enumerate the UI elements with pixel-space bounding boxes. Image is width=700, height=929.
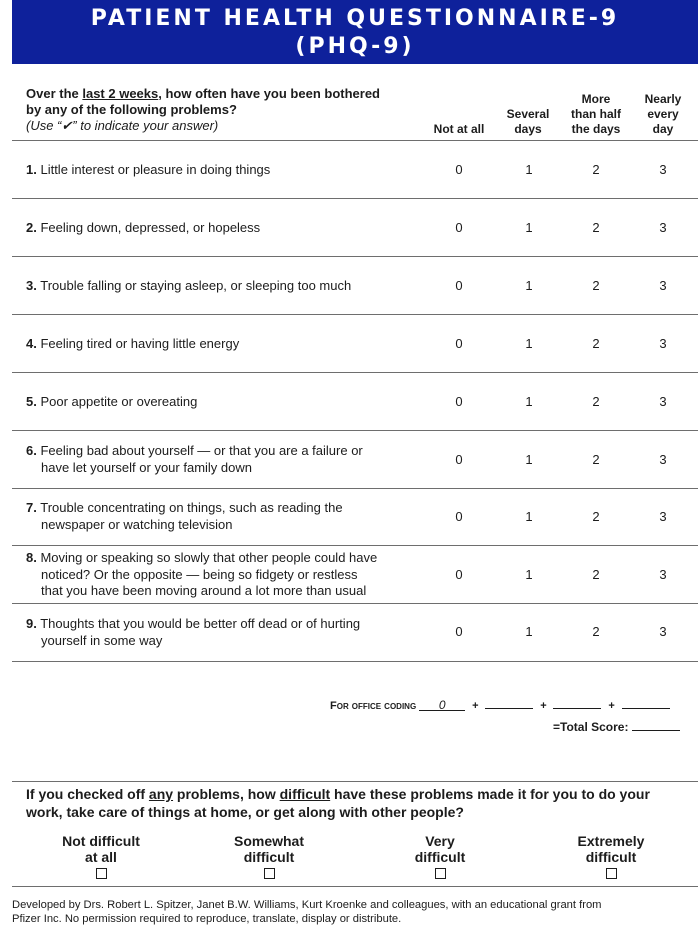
- q3-option-0[interactable]: 0: [455, 278, 463, 293]
- checkbox[interactable]: [606, 868, 617, 879]
- q4-option-0[interactable]: 0: [455, 336, 463, 351]
- score-blank-4[interactable]: [622, 696, 670, 709]
- checkbox[interactable]: [264, 868, 275, 879]
- q6-option-2[interactable]: 2: [592, 452, 600, 467]
- plus-sign: +: [608, 700, 615, 712]
- plus-sign: +: [472, 700, 479, 712]
- q4-option-3[interactable]: 3: [659, 336, 667, 351]
- divider: [12, 488, 698, 489]
- difficulty-option-extremely: [551, 833, 671, 882]
- q3-option-2[interactable]: 2: [592, 278, 600, 293]
- score-blank-3[interactable]: [553, 696, 601, 709]
- plus-sign: +: [540, 700, 547, 712]
- instructions: [26, 86, 446, 134]
- option-label: difficult: [243, 849, 295, 865]
- difficulty-option-very: [380, 833, 500, 882]
- question-number: 8.: [26, 550, 37, 565]
- q2-option-3[interactable]: 3: [659, 220, 667, 235]
- col-header-line: every: [647, 107, 679, 121]
- divider: [12, 314, 698, 315]
- office-coding-label: For office coding: [330, 700, 417, 712]
- q2-option-1[interactable]: 1: [525, 220, 533, 235]
- q7-option-3[interactable]: 3: [659, 509, 667, 524]
- col-header-line: Several: [506, 107, 550, 121]
- divider: [12, 140, 698, 141]
- difficulty-emphasis: difficult: [279, 786, 331, 802]
- q7-option-2[interactable]: 2: [592, 509, 600, 524]
- divider: [12, 372, 698, 373]
- checkbox[interactable]: [435, 868, 446, 879]
- intro-text: Over the: [26, 86, 83, 101]
- question-text: yourself in some way: [41, 632, 163, 648]
- option-label: Extremely: [577, 833, 645, 849]
- q6-option-3[interactable]: 3: [659, 452, 667, 467]
- col-header-line: More: [581, 92, 611, 106]
- question-text: Little interest or pleasure in doing things: [40, 162, 271, 177]
- q8-option-3[interactable]: 3: [659, 567, 667, 582]
- col-header-line: Nearly: [644, 92, 682, 106]
- option-label: at all: [85, 849, 117, 865]
- question-text: Trouble falling or staying asleep, or sleeping too much: [40, 278, 352, 293]
- question-number: 6.: [26, 443, 37, 458]
- question-text: Trouble concentrating on things, such as reading the: [40, 500, 343, 515]
- divider: [12, 886, 698, 887]
- checkbox[interactable]: [96, 868, 107, 879]
- q9-option-2[interactable]: 2: [592, 624, 600, 639]
- difficulty-text-line-2: work, take care of things at home, or get along with other people?: [26, 804, 464, 820]
- q5-option-2[interactable]: 2: [592, 394, 600, 409]
- q1-option-3[interactable]: 3: [659, 162, 667, 177]
- question-9: [26, 616, 416, 649]
- title-banner: [12, 0, 698, 64]
- question-7: [26, 500, 416, 533]
- difficulty-text: If you checked off: [26, 786, 149, 802]
- q8-option-1[interactable]: 1: [525, 567, 533, 582]
- option-label: difficult: [414, 849, 466, 865]
- difficulty-option-not-difficult: [41, 833, 161, 882]
- col-header-more-than-half: [562, 92, 630, 137]
- question-text: Feeling bad about yourself — or that you are a failure or: [40, 443, 363, 458]
- col-header-line: Not at all: [433, 122, 485, 136]
- question-number: 7.: [26, 500, 37, 515]
- q7-option-1[interactable]: 1: [525, 509, 533, 524]
- intro-line-2: by any of the following problems?: [26, 102, 237, 117]
- question-text: have let yourself or your family down: [41, 459, 252, 475]
- question-4: [26, 336, 416, 353]
- question-number: 5.: [26, 394, 37, 409]
- question-text: Feeling down, depressed, or hopeless: [40, 220, 261, 235]
- divider: [12, 661, 698, 662]
- question-2: [26, 220, 416, 237]
- question-8: [26, 550, 416, 600]
- divider: [12, 545, 698, 546]
- page-title: PATIENT HEALTH QUESTIONNAIRE-9: [90, 6, 620, 31]
- q9-option-3[interactable]: 3: [659, 624, 667, 639]
- divider: [12, 603, 698, 604]
- q4-option-1[interactable]: 1: [525, 336, 533, 351]
- difficulty-text: problems, how: [173, 786, 280, 802]
- q8-option-2[interactable]: 2: [592, 567, 600, 582]
- q6-option-0[interactable]: 0: [455, 452, 463, 467]
- q3-option-3[interactable]: 3: [659, 278, 667, 293]
- q3-option-1[interactable]: 1: [525, 278, 533, 293]
- q9-option-1[interactable]: 1: [525, 624, 533, 639]
- question-6: [26, 443, 416, 476]
- option-label: Somewhat: [233, 833, 304, 849]
- total-score-label: =Total Score:: [553, 720, 629, 734]
- question-text: noticed? Or the opposite — being so fidgety or restless: [41, 566, 358, 582]
- col-header-line: than half: [571, 107, 621, 121]
- question-text: Feeling tired or having little energy: [40, 336, 240, 351]
- divider: [12, 781, 698, 782]
- question-number: 2.: [26, 220, 37, 235]
- footer-line: Pfizer Inc. No permission required to reproduce, translate, display or distribute.: [12, 913, 402, 925]
- divider: [12, 256, 698, 257]
- q9-option-0[interactable]: 0: [455, 624, 463, 639]
- divider: [12, 198, 698, 199]
- difficulty-emphasis: any: [148, 786, 174, 802]
- footer-line: Developed by Drs. Robert L. Spitzer, Janet B.W. Williams, Kurt Kroenke and colleagues, with an educational grant from: [12, 899, 602, 911]
- question-number: 3.: [26, 278, 37, 293]
- total-score-blank[interactable]: [632, 718, 680, 731]
- difficulty-option-somewhat: [209, 833, 329, 882]
- q2-option-2[interactable]: 2: [592, 220, 600, 235]
- question-text: that you have been moving around a lot more than usual: [41, 583, 367, 598]
- divider: [12, 430, 698, 431]
- q7-option-0[interactable]: 0: [455, 509, 463, 524]
- difficulty-question: [26, 785, 686, 821]
- col-header-nearly-every-day: [636, 92, 690, 137]
- col-header-several-days: [498, 107, 558, 137]
- q2-option-0[interactable]: 0: [455, 220, 463, 235]
- q1-option-1[interactable]: 1: [525, 162, 533, 177]
- col-header-line: days: [514, 122, 542, 136]
- q4-option-2[interactable]: 2: [592, 336, 600, 351]
- question-number: 4.: [26, 336, 37, 351]
- q1-option-0[interactable]: 0: [455, 162, 463, 177]
- q8-option-0[interactable]: 0: [455, 567, 463, 582]
- q5-option-3[interactable]: 3: [659, 394, 667, 409]
- q6-option-1[interactable]: 1: [525, 452, 533, 467]
- option-label: Very: [425, 833, 455, 849]
- question-5: [26, 394, 416, 411]
- total-score: [553, 718, 680, 734]
- option-label: difficult: [585, 849, 637, 865]
- q5-option-1[interactable]: 1: [525, 394, 533, 409]
- intro-line-3: (Use “✔” to indicate your answer): [26, 118, 219, 133]
- q5-option-0[interactable]: 0: [455, 394, 463, 409]
- question-number: 1.: [26, 162, 37, 177]
- intro-text-end: , how often have you been bothered: [158, 86, 380, 101]
- score-blank-2[interactable]: [485, 696, 533, 709]
- question-text: Moving or speaking so slowly that other people could have: [40, 550, 378, 565]
- col-header-not-at-all: [426, 122, 492, 137]
- office-coding: [330, 696, 670, 712]
- q1-option-2[interactable]: 2: [592, 162, 600, 177]
- col-header-line: the days: [571, 122, 621, 136]
- question-text: Thoughts that you would be better off dead or of hurting: [40, 616, 361, 631]
- col-header-line: day: [652, 122, 674, 136]
- question-number: 9.: [26, 616, 37, 631]
- question-text: Poor appetite or overeating: [40, 394, 198, 409]
- question-text: newspaper or watching television: [41, 516, 233, 532]
- score-blank-1[interactable]: 0: [419, 698, 465, 711]
- intro-emphasis: last 2 weeks: [82, 86, 159, 101]
- difficulty-text: have these problems made it for you to do your: [330, 786, 650, 802]
- page-subtitle: (PHQ-9): [295, 34, 415, 59]
- question-3: [26, 278, 416, 295]
- footer-credits: [12, 898, 692, 926]
- option-label: Not difficult: [62, 833, 140, 849]
- question-1: [26, 162, 416, 179]
